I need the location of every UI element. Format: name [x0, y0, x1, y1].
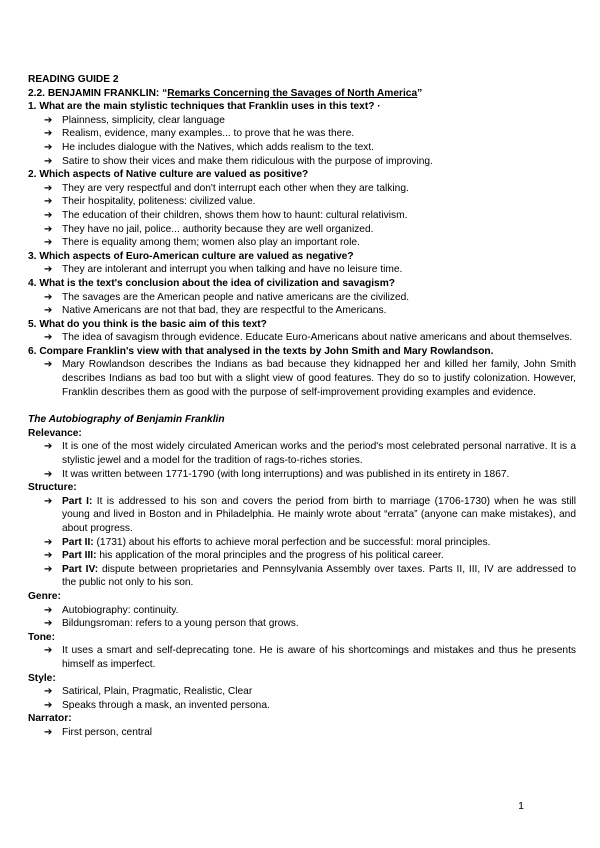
arrow-icon: ➔ [44, 495, 53, 507]
question-3: 3. Which aspects of Euro-American culture are valued as negative? [28, 250, 354, 262]
list-item: ➔ The idea of savagism through evidence. Educate Euro-Americans about native americans and about themselves. [44, 332, 573, 344]
genre-list [28, 604, 576, 631]
list-item: ➔ It uses a smart and self-deprecating tone. He is aware of his shortcomings and mistakes and thus he presents himself as imperfect. [44, 645, 576, 670]
list-item: ➔ First person, central [44, 726, 153, 738]
part-name: Part IV: [62, 563, 99, 575]
list-item: ➔ Native Americans are not that bad, they are respectful to the Americans. [44, 305, 387, 317]
arrow-icon: ➔ [44, 114, 53, 126]
question-1: 1. What are the main stylistic techniques that Franklin uses in this text? · [28, 101, 381, 113]
list-item: ➔ They are very respectful and don't interrupt each other when they are talking. [44, 182, 409, 194]
arrow-icon: ➔ [44, 441, 53, 453]
arrow-icon: ➔ [44, 604, 53, 616]
arrow-icon: ➔ [44, 359, 53, 371]
answer-list-4 [28, 291, 576, 318]
guide-heading: READING GUIDE 2 [28, 74, 119, 85]
arrow-icon: ➔ [44, 291, 53, 303]
arrow-icon: ➔ [44, 237, 53, 249]
question-6: 6. Compare Franklin's view with that analysed in the texts by John Smith and Mary Rowlandson. [28, 345, 494, 357]
tone-list [28, 644, 576, 671]
document-body [28, 73, 576, 740]
arrow-icon: ➔ [44, 182, 53, 194]
arrow-icon: ➔ [44, 141, 53, 153]
page-number: 1 [518, 800, 524, 812]
list-item: ➔ Mary Rowlandson describes the Indians as bad because they kidnapped her and killed her family, John Smith describes Indians as bad too but with a slight view of good features. They do so to justify colonization. However, Franklin describes them as good with the purpose of self-improvement providing examples and evidence. [44, 359, 576, 398]
list-item: ➔ They are intolerant and interrupt you when talking and have no leisure time. [44, 264, 403, 276]
section-title: Remarks Concerning the Savages of North America [167, 87, 418, 99]
list-item: ➔ Plainness, simplicity, clear language [44, 114, 225, 126]
part-name: Part I: [62, 495, 93, 507]
list-item: ➔ They have no jail, police... authority because they are well organized. [44, 223, 374, 235]
list-item: ➔ Part III: his application of the moral principles and the progress of his political career. [44, 550, 444, 562]
part-name: Part II: [62, 536, 94, 548]
arrow-icon: ➔ [44, 699, 53, 711]
section-heading: 2.2. BENJAMIN FRANKLIN: “Remarks Concerning the Savages of North America” [28, 87, 423, 99]
structure-label: Structure: [28, 482, 77, 494]
structure-list [28, 495, 576, 590]
list-item: ➔ It was written between 1771-1790 (with long interruptions) and was published in its entirety in 1867. [44, 468, 510, 480]
arrow-icon: ➔ [44, 645, 53, 657]
question-4: 4. What is the text's conclusion about the idea of civilization and savagism? [28, 277, 395, 289]
arrow-icon: ➔ [44, 128, 53, 140]
list-item: ➔ Satirical, Plain, Pragmatic, Realistic, Clear [44, 686, 253, 698]
autobiography-title: The Autobiography of Benjamin Franklin [28, 414, 225, 426]
arrow-icon: ➔ [44, 196, 53, 208]
arrow-icon: ➔ [44, 264, 53, 276]
arrow-icon: ➔ [44, 468, 53, 480]
arrow-icon: ➔ [44, 209, 53, 221]
arrow-icon: ➔ [44, 686, 53, 698]
relevance-list [28, 440, 576, 481]
list-item: ➔ The savages are the American people and native americans are the civilized. [44, 291, 410, 303]
arrow-icon: ➔ [44, 550, 53, 562]
list-item: ➔ Realism, evidence, many examples... to prove that he was there. [44, 128, 355, 140]
answer-list-1 [28, 114, 576, 168]
question-2: 2. Which aspects of Native culture are valued as positive? [28, 169, 309, 181]
question-5: 5. What do you think is the basic aim of this text? [28, 318, 267, 330]
arrow-icon: ➔ [44, 305, 53, 317]
arrow-icon: ➔ [44, 563, 53, 575]
answer-list-6 [28, 358, 576, 399]
list-item: ➔ Speaks through a mask, an invented persona. [44, 699, 270, 711]
narrator-list [28, 726, 576, 740]
answer-list-2 [28, 182, 576, 250]
arrow-icon: ➔ [44, 726, 53, 738]
arrow-icon: ➔ [44, 618, 53, 630]
style-label: Style: [28, 672, 56, 684]
style-list [28, 685, 576, 712]
list-item: ➔ Part II: (1731) about his efforts to achieve moral perfection and be successful: moral principles. [44, 536, 491, 548]
genre-label: Genre: [28, 590, 61, 602]
arrow-icon: ➔ [44, 155, 53, 167]
list-item: ➔ He includes dialogue with the Natives, which adds realism to the text. [44, 141, 375, 153]
list-item: ➔ Autobiography: continuity. [44, 604, 179, 616]
list-item: ➔ There is equality among them; women also play an important role. [44, 237, 360, 249]
narrator-label: Narrator: [28, 713, 72, 725]
arrow-icon: ➔ [44, 332, 53, 344]
arrow-icon: ➔ [44, 536, 53, 548]
answer-list-3 [28, 263, 576, 277]
list-item: ➔ Bildungsroman: refers to a young person that grows. [44, 618, 299, 630]
part-name: Part III: [62, 550, 97, 562]
arrow-icon: ➔ [44, 223, 53, 235]
list-item: ➔ Part IV: dispute between proprietaries and Pennsylvania Assembly over taxes. Parts II, III, IV are addressed to the public not only to his son. [44, 563, 576, 589]
list-item: ➔ Satire to show their vices and make them ridiculous with the purpose of improving. [44, 155, 433, 167]
tone-label: Tone: [28, 631, 55, 643]
list-item: ➔ Their hospitality, politeness: civilized value. [44, 196, 256, 208]
relevance-label: Relevance: [28, 427, 82, 439]
list-item: ➔ The education of their children, shows them how to haunt: cultural relativism. [44, 209, 408, 221]
answer-list-5 [28, 331, 576, 345]
list-item: ➔ Part I: It is addressed to his son and covers the period from birth to marriage (1706-1730) when he was still young and lived in Boston and in Philadelphia. He mainly wrote about “errata” (anyone can make mistakes), and about progress. [44, 495, 576, 534]
list-item: ➔ It is one of the most widely circulated American works and the period's most celebrated personal narrative. It is a stylistic jewel and a model for the tradition of rags-to-riches stories. [44, 441, 576, 467]
